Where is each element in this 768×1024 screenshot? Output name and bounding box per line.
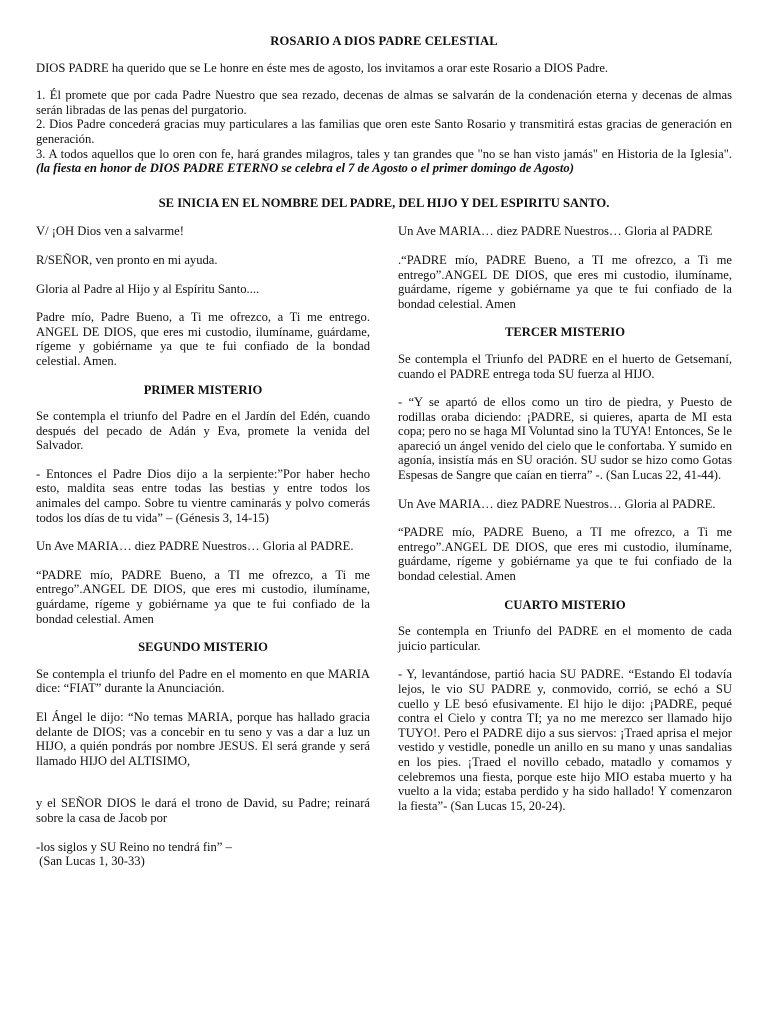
mystery-3-prayer: “PADRE mío, PADRE Bueno, a TI me ofrezco, a Ti me entrego”.ANGEL DE DIOS, que eres mi custodio, ilumíname, guárdame, rígeme y gobiérname ya que te fui confiado de la bondad celestial. Amen bbox=[398, 525, 732, 584]
right-column bbox=[398, 224, 732, 868]
two-column-body bbox=[36, 224, 732, 868]
mystery-1-quote: - Entonces el Padre Dios dijo a la serpiente:”Por haber hecho esto, maldita seas entre todas las bestias y entre todos los animales del campo. Sobre tu vientre caminarás y polvo comerás todos los días de tu vida” – (Génesis 3, 14-15) bbox=[36, 466, 370, 525]
mystery-2-ave: Un Ave MARIA… diez PADRE Nuestros… Gloria al PADRE bbox=[398, 224, 713, 239]
mystery-3-title: TERCER MISTERIO bbox=[504, 325, 626, 340]
mystery-2-quote-final: -los siglos y SU Reino no tendrá fin” – bbox=[36, 839, 232, 854]
promise-2: 2. Dios Padre concederá gracias muy particulares a las familias que oren este Santo Rosario y transmitirá estas gracias de generación en generación. bbox=[36, 117, 732, 146]
spacer bbox=[36, 782, 370, 796]
mystery-2-prayer: .“PADRE mío, PADRE Bueno, a TI me ofrezco, a Ti me entrego”.ANGEL DE DIOS, que eres mi custodio, ilumíname, guárdame, rígeme y gobiérname ya que te fui confiado de la bondad celestial. Amen bbox=[398, 252, 732, 311]
promises-list bbox=[36, 88, 732, 176]
mystery-2-title: SEGUNDO MISTERIO bbox=[138, 640, 268, 655]
mystery-1-text: Se contempla el triunfo del Padre en el Jardín del Edén, cuando después del pecado de Adán y Eva, promete la venida del Salvador. bbox=[36, 409, 370, 453]
mystery-2-text: Se contempla el triunfo del Padre en el momento en que MARIA dice: “FIAT” durante la Anunciación. bbox=[36, 666, 370, 696]
mystery-2-quote: El Ángel le dijo: “No temas MARIA, porque has hallado gracia delante de DIOS; vas a concebir en tu seno y vas a dar a luz un HIJO, a quién pondrás por nombre JESUS. El será grande y será llamado HIJO del ALTISIMO, bbox=[36, 710, 370, 768]
gloria-line: Gloria al Padre al Hijo y al Espíritu Santo.... bbox=[36, 281, 260, 296]
mystery-2-reference: (San Lucas 1, 30-33) bbox=[36, 854, 145, 869]
document-title: ROSARIO A DIOS PADRE CELESTIAL bbox=[270, 34, 498, 48]
document-page bbox=[36, 34, 732, 869]
promise-3-text: 3. A todos aquellos que lo oren con fe, hará grandes milagros, tales y tan grandes que "no se han visto jamás" en Historia de la Iglesia". bbox=[36, 146, 732, 161]
mystery-1-prayer: “PADRE mío, PADRE Bueno, a TI me ofrezco, a Ti me entrego”.ANGEL DE DIOS, que eres mi custodio, ilumíname, guárdame, rígeme y gobiérname ya que te fui confiado de la bondad celestial. Amen bbox=[36, 567, 370, 626]
opening-prayer: Padre mío, Padre Bueno, a Ti me ofrezco, a Ti me entrego. ANGEL DE DIOS, que eres mi custodio, ilumíname, guárdame, rígeme y gobiérname ya que te fui confiado de la bondad celestial. Amen. bbox=[36, 310, 370, 368]
mystery-3-ave: Un Ave MARIA… diez PADRE Nuestros… Gloria al PADRE. bbox=[398, 496, 716, 511]
feast-note: (la fiesta en honor de DIOS PADRE ETERNO se celebra el 7 de Agosto o el primer domingo de Agosto) bbox=[36, 161, 574, 176]
mystery-3-text: Se contempla el Triunfo del PADRE en el huerto de Getsemaní, cuando el PADRE entrega toda SU fuerza al HIJO. bbox=[398, 351, 732, 381]
mystery-4-text: Se contempla en Triunfo del PADRE en el momento de cada juicio particular. bbox=[398, 624, 732, 653]
mystery-4-quote: - Y, levantándose, partió hacia SU PADRE. “Estando El todavía lejos, le vio SU PADRE y, conmovido, corrió, se echó a SU cuello y LE besó efusivamente. El hijo le dijo: ¡PADRE, pequé contra el Cielo y contra TI; ya no me merezco ser llamado hijo TUYO!. Pero el PADRE dijo a sus siervos: ¡Traed aprisa el mejor vestido y vestidle, ponedle un anillo en su mano y unas sandalias en los pies. ¡Traed el novillo cebado, matadlo y comamos y celebremos una fiesta, porque este hijo MIO estaba muerto y ha vuelto a la vida; estaba perdido y ha sido hallado! Y comenzaron la fiesta”- (San Lucas 15, 20-24). bbox=[398, 667, 732, 813]
mystery-4-title: CUARTO MISTERIO bbox=[504, 597, 626, 612]
mystery-3-quote: - “Y se apartó de ellos como un tiro de piedra, y Puesto de rodillas oraba diciendo: ¡PADRE, si quieres, aparta de MI esta copa; pero no se haga MI Voluntad sino la TUYA! Entonces, Se le apareció un ángel venido del cielo que le confortaba. Y sumido en agonía, insistía más en SU oración. SU sudor se hizo como Gotas Espesas de Sangre que caían en tierra” -. (San Lucas 22, 41-44). bbox=[398, 395, 732, 483]
section-heading: SE INICIA EN EL NOMBRE DEL PADRE, DEL HIJO Y DEL ESPIRITU SANTO. bbox=[158, 195, 610, 210]
mystery-2-quote-cont: y el SEÑOR DIOS le dará el trono de David, su Padre; reinará sobre la casa de Jacob por bbox=[36, 796, 370, 825]
promise-3 bbox=[36, 147, 732, 176]
intro-paragraph: DIOS PADRE ha querido que se Le honre en éste mes de agosto, los invitamos a orar este Rosario a DIOS Padre. bbox=[36, 60, 609, 75]
mystery-1-title: PRIMER MISTERIO bbox=[143, 382, 263, 397]
mystery-1-ave: Un Ave MARIA… diez PADRE Nuestros… Gloria al PADRE. bbox=[36, 539, 354, 554]
left-column bbox=[36, 224, 370, 868]
promise-1: 1. Él promete que por cada Padre Nuestro que sea rezado, decenas de almas se salvarán de la condenación eterna y decenas de almas serán libradas de las penas del purgatorio. bbox=[36, 88, 732, 117]
response: R/SEÑOR, ven pronto en mi ayuda. bbox=[36, 252, 218, 267]
mystery-2-quote-end bbox=[36, 840, 370, 869]
versicle: V/ ¡OH Dios ven a salvarme! bbox=[36, 224, 184, 239]
